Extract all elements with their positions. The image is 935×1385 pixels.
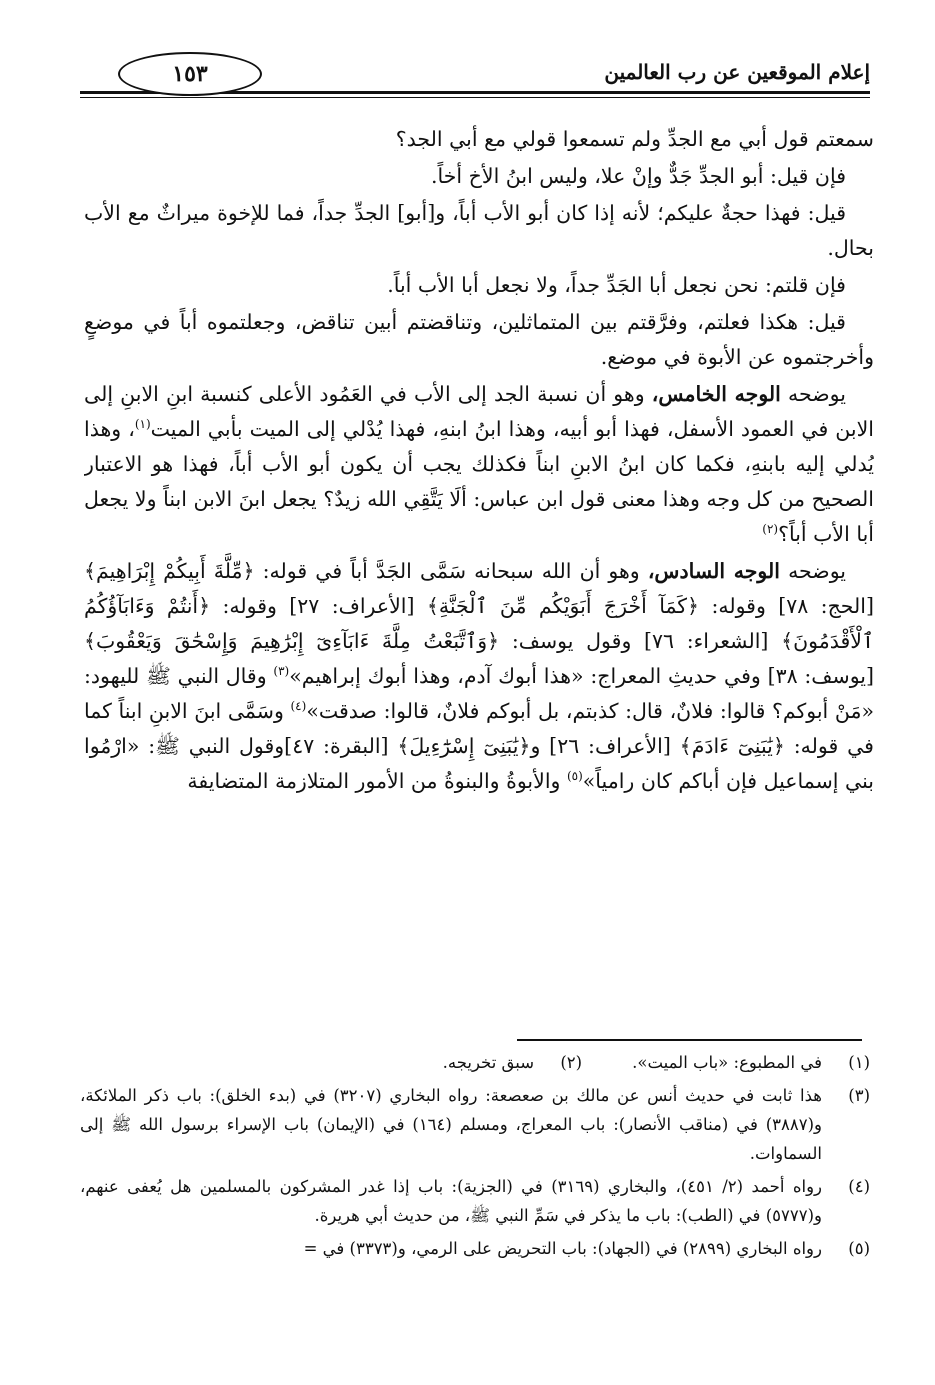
footnote-row-1-2 [80,1048,870,1081]
footnote-3-text: هذا ثابت في حديث أنس عن مالك بن صعصعة: رواه البخاري (٣٢٠٧) في (بدء الخلق): باب ذكر الملائكة، و(٣٨٨٧) في (مناقب الأنصار): باب المعراج، ومسلم (١٦٤) في (الإيمان) باب الإسراء برسول الله ﷺ إلى السماوات. [80,1086,822,1163]
footnote-2-number: (٢) [560,1053,583,1072]
footnote-5-number: (٥) [848,1239,870,1258]
footnote-4 [80,1172,870,1230]
footnote-4-text: رواه أحمد (٢/ ٤٥١)، والبخاري (٣١٦٩) في (الجزية): باب إذا غدر المشركون بالمسلمين هل يُعفى عنهم، و(٥٧٧٧) في (الطب): باب ما يذكر في سَمِّ النبي ﷺ، من حديث أبي هريرة. [80,1177,823,1225]
footnote-4-number: (٤) [848,1177,870,1196]
footnote-ref-1[interactable]: (١) [134,417,151,432]
footnotes [80,1048,870,1267]
paragraph-5: قيل: هكذا فعلتم، وفرَّقتم بين المتماثلين، وتناقضتم أبين تناقض، وجعلتموه أباً في موضعٍ وأخرجتموه عن الأبوة في موضع. [84,310,874,369]
paragraph-1: سمعتم قول أبي مع الجدِّ ولم تسمعوا قولي مع أبي الجد؟ [395,127,874,151]
paragraph-3: قيل: فهذا حجةٌ عليكم؛ لأنه إذا كان أبو الأب أباً، و[أبو] الجدِّ جداً، فما للإخوة ميراثٌ مع الأب بحال. [84,201,874,260]
paragraph-7-lead: يوضحه [788,559,846,583]
footnote-5-text: رواه البخاري (٢٨٩٩) في (الجهاد): باب التحريض على الرمي، و(٣٣٧٣) في = [303,1239,822,1258]
paragraph-7-text-b: وقال النبي ﷺ لليهود: «مَنْ أبوكم؟ قالوا: فلانٌ، قال: كذبتم، بل أبوكم فلانٌ، قالوا: صدقت» [84,664,874,723]
footnote-ref-5[interactable]: (٥) [566,769,583,784]
paragraph-4: فإن قلتم: نحن نجعل أبا الجَدِّ جداً، ولا نجعل أبا الأب أباً. [387,273,846,297]
footnote-1-number: (١) [848,1053,870,1072]
paragraph-7-text-a: وهو أن الله سبحانه سَمَّى الجَدَّ أباً في قوله: ﴿مِّلَّةَ أَبِيكُمْ إِبْرَاهِيمَ﴾ [الحج: ٧٨] وقوله: ﴿كَمَآ أَخْرَجَ أَبَوَيْكُم مِّنَ ٱلْجَنَّةِ﴾ [الأعراف: ٢٧] وقوله: ﴿أَنتُمْ وَءَابَآؤُكُمُ ٱلْأَقْدَمُونَ﴾ [الشعراء: ٧٦] وقول يوسف: ﴿وَٱتَّبَعْتُ مِلَّةَ ءَابَآءِىٓ إِبْرَٰهِيمَ وَإِسْحَٰقَ وَيَعْقُوبَ﴾ [يوسف: ٣٨] وفي حديثِ المعراج: «هذا أبوك آدم، وهذا أبوك إبراهيم» [84,559,874,688]
footnote-3 [80,1081,870,1168]
footnote-ref-4[interactable]: (٤) [290,699,307,714]
paragraph-2: فإن قيل: أبو الجدِّ جَدٌّ وإنْ علا، وليس ابنُ الأخ أخاً. [431,164,846,188]
main-text [84,122,874,1000]
footnote-ref-2[interactable]: (٢) [762,522,779,537]
paragraph-6-text-a: وهو أن نسبة الجد إلى الأب في العَمُود الأعلى كنسبة ابنِ الابنِ إلى الابن في العمود الأسفل، فهذا أبو أبيه، وهذا ابنُ ابنهِ، فهذا يُدْلي إلى الميت بأبي الميت [84,382,874,441]
footnote-ref-3[interactable]: (٣) [273,664,290,679]
paragraph-7-heading: الوجه السادس، [647,559,780,583]
paragraph-6-text-b: ، وهذا يُدلي إليه بابنهِ، فكما كان ابنُ الابنِ ابناً فكذلك يجب أن يكون أبو الأب أباً، فهذا هو الاعتبار الصحيح من كل وجه وهذا معنى قول ابن عباس: ألَا يَتَّقِي الله زيدٌ؟ يجعل ابنَ الابن ابناً ولا يجعل أبا الأب أباً؟ [84,417,874,546]
header-rule-thin [80,97,870,98]
paragraph-6-lead: يوضحه [788,382,846,406]
paragraph-7 [84,554,874,799]
paragraph-6-heading: الوجه الخامس، [651,382,781,406]
footnote-separator [517,1039,862,1041]
paragraph-6 [84,377,874,552]
paragraph-7-text-d: والأبوةُ والبنوةُ من الأمور المتلازمة المتضايفة [187,769,567,793]
footnote-2 [443,1048,583,1077]
book-title: إعلام الموقعين عن رب العالمين [604,60,870,84]
footnote-1-text: في المطبوع: «باب الميت». [632,1053,822,1072]
footnote-5 [80,1234,870,1263]
paragraph-7-text-c: وسَمَّى ابنَ الابنِ ابناً كما في قوله: ﴿يَٰبَنِىٓ ءَادَمَ﴾ [الأعراف: ٢٦] و﴿يَٰبَنِىٓ إِسْرَٰٓءِيلَ﴾ [البقرة: ٤٧]وقول النبي ﷺ: «ارْمُوا بني إسماعيل فإن أباكم كان رامياً» [84,699,874,793]
running-header [80,50,870,100]
footnote-3-number: (٣) [848,1086,870,1105]
page-number: ١٥٣ [118,52,262,96]
footnote-1 [632,1048,870,1077]
footnote-2-text: سبق تخريجه. [442,1053,535,1072]
